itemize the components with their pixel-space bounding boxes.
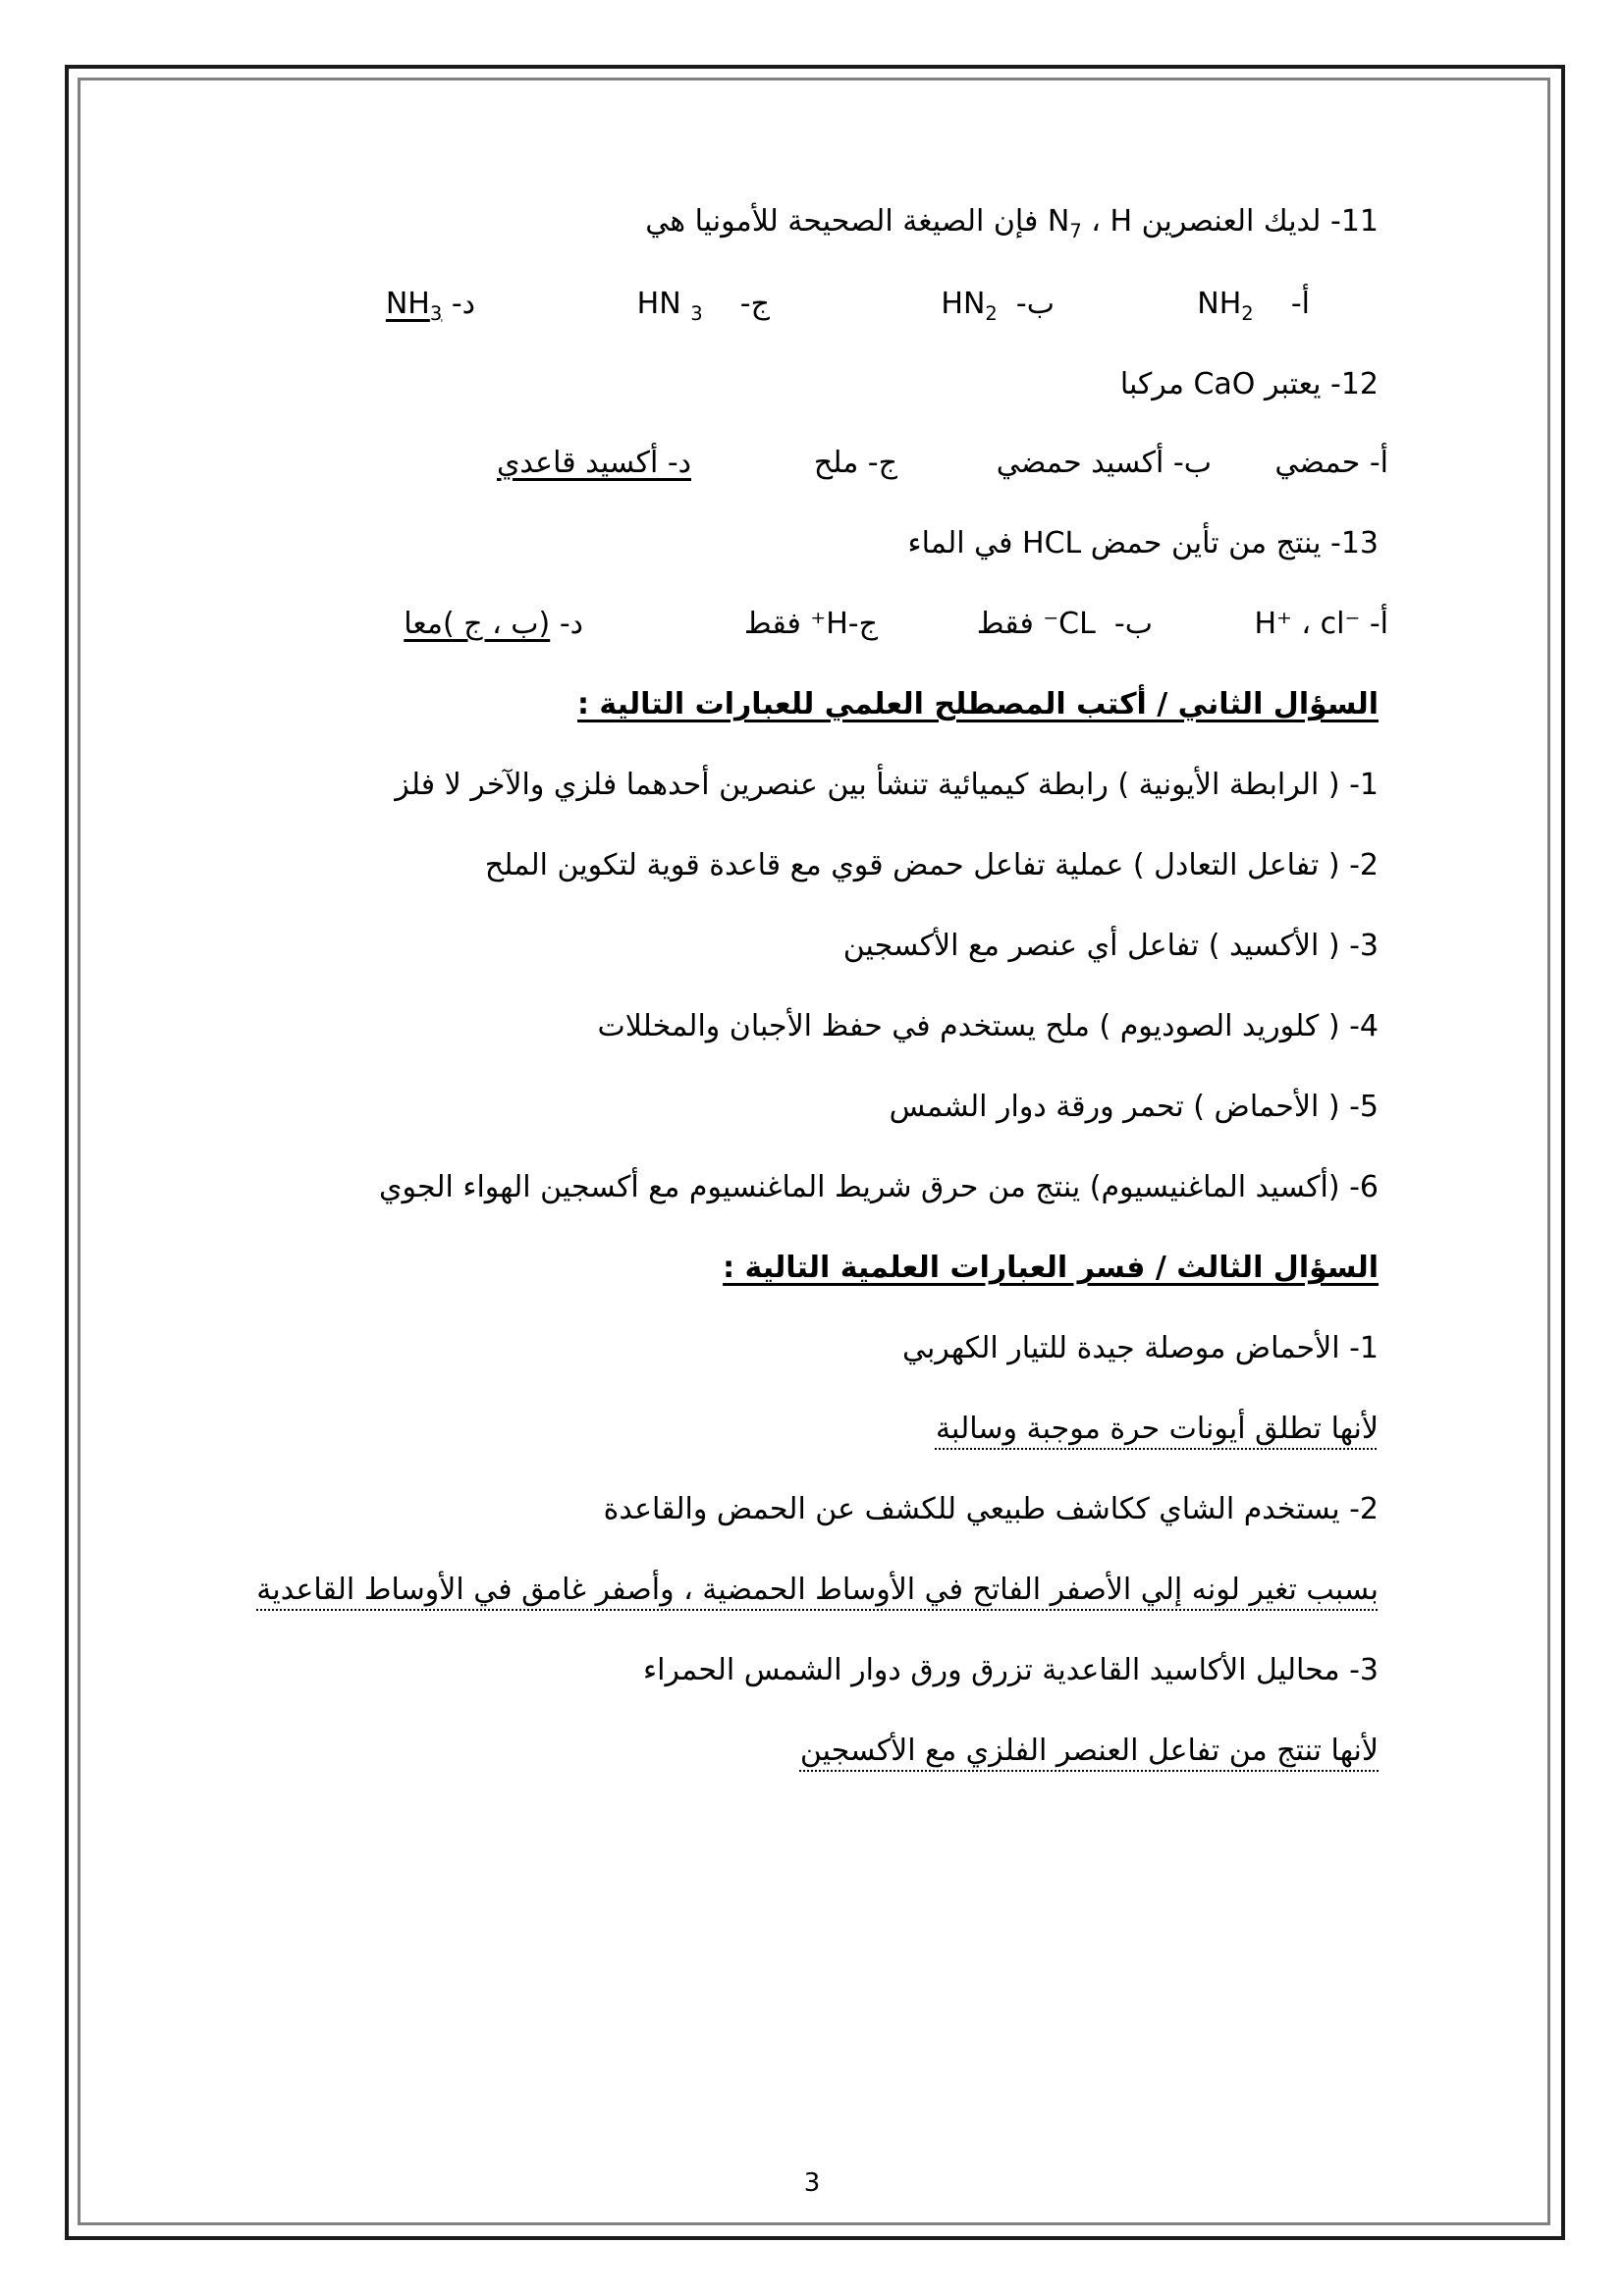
- q13-stem: 13- ينتج من تأين حمض HCL في الماء: [907, 526, 1379, 561]
- q13-option-a: أ- H⁺ ، cl⁻: [1254, 607, 1388, 641]
- section2-item-3: 3- ( الأكسيد ) تفاعل أي عنصر مع الأكسجين: [842, 929, 1379, 963]
- q13-option-c: ج-H⁺ فقط: [743, 607, 878, 641]
- section2-item-4: 4- ( كلوريد الصوديوم ) ملح يستخدم في حفظ الأجبان والمخللات: [597, 1009, 1379, 1043]
- section3-answer-3: لأنها تنتج من تفاعل العنصر الفلزي مع الأكسجين: [799, 1734, 1379, 1768]
- q12-option-b: ب- أكسيد حمضي: [996, 446, 1212, 480]
- q13-option-d: د- (ب ، ج )معا: [404, 607, 583, 641]
- q12-option-d: د- أكسيد قاعدي: [496, 446, 691, 480]
- q12-option-c: ج- ملح: [813, 446, 897, 480]
- section2-item-2: 2- ( تفاعل التعادل ) عملية تفاعل حمض قوي مع قاعدة قوية لتكوين الملح: [484, 848, 1379, 882]
- q12-stem: 12- يعتبر CaO مركبا: [1119, 367, 1379, 401]
- section3-answer-2: بسبب تغير لونه إلي الأصفر الفاتح في الأوساط الحمضية ، وأصفر غامق في الأوساط القاعدية: [256, 1573, 1379, 1607]
- section3-answer-1: لأنها تطلق أيونات حرة موجبة وسالبة: [935, 1412, 1379, 1446]
- section2-item-6: 6- (أكسيد الماغنيسيوم) ينتج من حرق شريط الماغنسيوم مع أكسجين الهواء الجوي: [379, 1170, 1379, 1204]
- q11-stem: 11- لديك العنصرين $N_7$ ، H فإن الصيغة الصحيحة للأمونيا هي: [645, 204, 1379, 242]
- section3-question-3: 3- محاليل الأكاسيد القاعدية تزرق ورق دوار الشمس الحمراء: [643, 1653, 1379, 1687]
- q11-option-d: د- $NH_3$: [385, 287, 475, 325]
- section3-question-1: 1- الأحماض موصلة جيدة للتيار الكهربي: [901, 1331, 1379, 1365]
- page-number: 3: [803, 2168, 821, 2198]
- q13-option-b: ب- CL⁻ فقط: [976, 607, 1153, 641]
- section3-question-2: 2- يستخدم الشاي ككاشف طبيعي للكشف عن الحمض والقاعدة: [603, 1492, 1379, 1526]
- q11-option-b: ب- $HN_2$: [941, 287, 1055, 325]
- section2-item-1: 1- ( الرابطة الأيونية ) رابطة كيميائية تنشأ بين عنصرين أحدهما فلزي والآخر لا فلز: [395, 768, 1379, 802]
- section3-heading: السؤال الثالث / فسر العبارات العلمية التالية :: [723, 1251, 1379, 1285]
- section2-item-5: 5- ( الأحماض ) تحمر ورقة دوار الشمس: [889, 1090, 1379, 1124]
- q12-option-a: أ- حمضي: [1274, 446, 1388, 480]
- section2-heading: السؤال الثاني / أكتب المصطلح العلمي للعبارات التالية :: [576, 687, 1379, 721]
- q11-option-c: ج- HN $_3$: [636, 287, 770, 325]
- q11-option-a: أ- $NH_2$: [1197, 287, 1310, 325]
